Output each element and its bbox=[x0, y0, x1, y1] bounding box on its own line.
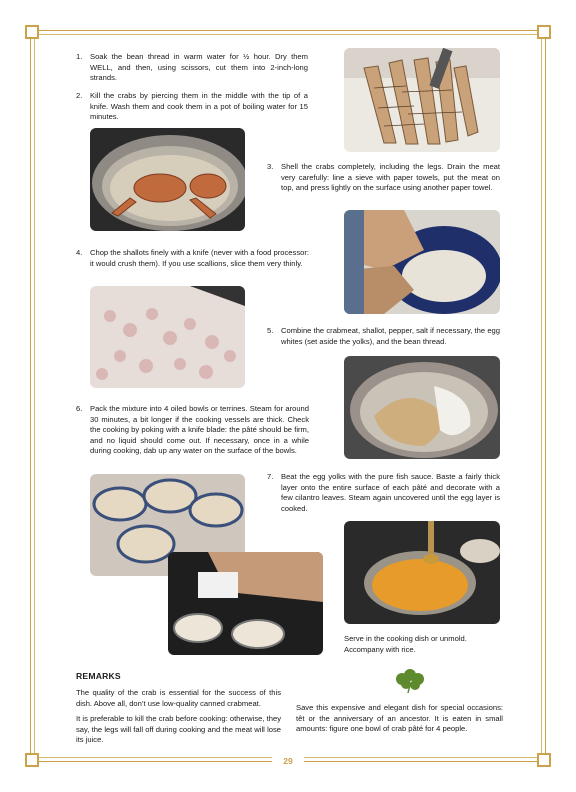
page-number: 29 bbox=[272, 756, 304, 766]
remarks-paragraph: It is preferable to kill the crab before cooking: otherwise, they say, the legs will fall off during cooking and the meat will lose its juice. bbox=[76, 714, 281, 745]
step-7-text: Beat the egg yolks with the pure fish sauce. Baste a fairly thick layer onto the entire surface of each pâté and decorate with a few cilantro leaves. Steam again uncovered until the egg layer is cooked. bbox=[281, 472, 500, 513]
photo-chopped-shallots bbox=[90, 286, 245, 388]
step-2-text: Kill the crabs by piercing them in the middle with the tip of a knife. Wash them and cook them in a pot of boiling water for 15 minutes. bbox=[90, 91, 308, 122]
step-6-text: Pack the mixture into 4 oiled bowls or terrines. Steam for around 30 minutes, a bit longer if the cooking vessels are thick. Check the cooking by poking with a knife blade: the pâté should be firm, and no liquid should come out. If necessary, once in a while during cooking, dab up any water on the surface of the bowls. bbox=[90, 404, 309, 456]
step-number: 6. bbox=[76, 404, 83, 413]
step-3-text: Shell the crabs completely, including the legs. Drain the meat very carefully: line a sieve with paper towels, put the meat on top, and press lightly on the surface using another paper towel. bbox=[281, 162, 500, 193]
step-number: 2. bbox=[76, 91, 83, 100]
photo-crab-mixture-bowl bbox=[344, 356, 500, 459]
step-number: 1. bbox=[76, 52, 83, 61]
photo-picking-crabmeat bbox=[344, 210, 500, 314]
step-1-text: Soak the bean thread in warm water for ½ hour. Dry them WELL, and then, using scissors, cut them into 2-inch-long strands. bbox=[90, 52, 308, 83]
serving-note: Serve in the cooking dish or unmold. Accompany with rice. bbox=[344, 634, 467, 654]
photo-egg-yolk-layer bbox=[344, 521, 500, 624]
remarks-paragraph: Save this expensive and elegant dish for special occasions: têt or the anniversary of an ancestor. It is eaten in small amounts: figure one bowl of crab pâté for 4 people. bbox=[296, 703, 503, 734]
photo-crabs-in-pot bbox=[90, 128, 245, 231]
remarks-paragraph: The quality of the crab is essential for the success of this dish. Above all, don’t use low-quality canned crabmeat. bbox=[76, 688, 281, 708]
cilantro-leaf-icon bbox=[390, 667, 428, 693]
step-5-text: Combine the crabmeat, shallot, pepper, salt if necessary, the egg whites (set aside the yolks), and the bean thread. bbox=[281, 326, 500, 346]
corner-ornament bbox=[537, 25, 551, 39]
corner-ornament bbox=[25, 25, 39, 39]
step-4-text: Chop the shallots finely with a knife (never with a food processor: it would crush them). If you use scallions, slice them very thinly. bbox=[90, 248, 309, 268]
step-number: 3. bbox=[267, 162, 274, 171]
step-number: 7. bbox=[267, 472, 274, 481]
photo-steaming-bowls bbox=[168, 552, 323, 655]
corner-ornament bbox=[25, 753, 39, 767]
corner-ornament bbox=[537, 753, 551, 767]
step-number: 4. bbox=[76, 248, 83, 257]
remarks-heading: REMARKS bbox=[76, 671, 121, 681]
photo-shelled-crab-legs bbox=[344, 48, 500, 152]
step-number: 5. bbox=[267, 326, 274, 335]
